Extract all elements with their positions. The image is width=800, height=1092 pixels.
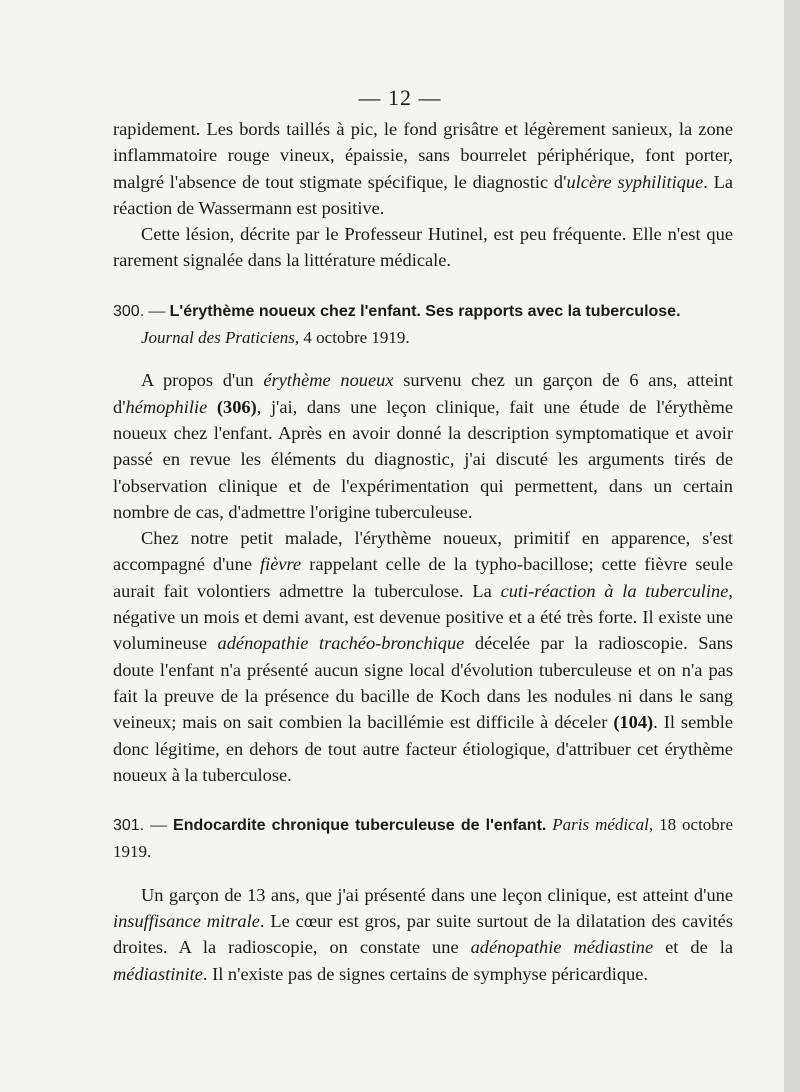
scan-edge: [784, 0, 800, 1092]
text-run: . Il n'existe pas de signes certains de symphyse péricardique.: [202, 963, 648, 984]
intro-paragraph-2: Cette lésion, décrite par le Professeur Hutinel, est peu fréquente. Elle n'est que rarement signalée dans la littérature médicale.: [113, 224, 733, 271]
entry-number: 300.: [113, 302, 145, 320]
italic-term: érythème noueux: [263, 370, 394, 391]
text-run: Un garçon de 13 ans, que j'ai présenté dans une leçon clinique, est atteint d'une: [141, 884, 733, 905]
publication-date: , 4 octobre 1919.: [294, 328, 410, 348]
text-run: décelée par la radioscopie. Sans doute l'enfant n'a présenté aucun signe local d'évolution tuberculeuse et on n'a pas fait la preuve de la présence du bacille de Koch dans les nodules ni dans le sang veineux; mais on sait combien la bacillémie est difficile à déceler: [113, 633, 733, 733]
publication-date: , 18 octobre 1919.: [113, 815, 734, 862]
text-run: rapidement. Les bords taillés à pic, le fond grisâtre et légèrement sanieux, la zone inflammatoire rouge vineux, épaissie, sans bourrelet périphérique, font porter, malgré l'absence de tout stigmate spécifique, le diagnostic d': [113, 119, 733, 192]
reference-number: (104): [613, 712, 654, 733]
text-run: , j'ai, dans une leçon clinique, fait une étude de l'érythème noueux chez l'enfant. Après en avoir donné la description symptomatique et avoir passé en revue les éléments du diagnostic, j'ai discuté les arguments tirés de l'observation clinique et de l'expérimentation qui permettent, dans un certain nombre de cas, d'admettre l'origine tuberculeuse.: [113, 396, 733, 522]
entry-title: L'érythème noueux chez l'enfant. Ses rapports avec la tuberculose.: [169, 302, 681, 320]
italic-term: médiastinite: [113, 963, 203, 984]
text-run: . Il semble donc légitime, en dehors de tout autre facteur étiologique, d'attribuer cet érythème noueux à la tuberculose.: [113, 712, 734, 785]
text-run: et de la: [653, 937, 733, 958]
journal-name: Journal des Praticiens: [141, 328, 295, 348]
italic-term: fièvre: [260, 554, 302, 575]
entry-dash: —: [144, 815, 174, 835]
entry-title: Endocardite chronique tuberculeuse de l'enfant.: [173, 817, 547, 835]
entry-300-paragraph-2: [113, 525, 733, 788]
page-content: [113, 116, 733, 987]
text-run: A propos d'un: [141, 370, 264, 391]
text-run: , négative un mois et demi avant, est devenue positive et a été très forte. Il existe une volumineuse: [113, 580, 733, 654]
italic-term: adénopathie médiastine: [470, 937, 654, 958]
entry-301-heading: [113, 812, 733, 866]
entry-300-paragraph-1: [113, 367, 733, 525]
entry-301-paragraph-1: [113, 882, 733, 987]
italic-term: cuti-réaction à la tuberculine: [500, 580, 729, 601]
entry-source: [113, 325, 733, 351]
italic-term: hémophilie: [125, 396, 208, 417]
text-run: rappelant celle de la typho-bacillose; cette fièvre seule aurait fait volontiers admettre la tuberculose. La: [113, 554, 733, 601]
text-run: . La réaction de Wassermann est positive.: [113, 171, 733, 218]
entry-300-heading: [113, 298, 733, 352]
entry-dash: —: [144, 300, 170, 320]
intro-paragraph-1: [113, 116, 733, 221]
page-number: — 12 —: [358, 85, 442, 110]
italic-term: insuffisance mitrale: [113, 911, 260, 932]
journal-name: Paris médical: [552, 815, 649, 835]
italic-term: ulcère syphilitique: [566, 171, 704, 192]
text-run: . Le cœur est gros, par suite surtout de la dilatation des cavités droites. A la radioscopie, on constate une: [113, 911, 733, 958]
entry-number: 301.: [113, 817, 145, 835]
text-run: survenu chez un garçon de 6 ans, atteint d': [113, 370, 733, 417]
italic-term: adénopathie trachéo-bronchique: [217, 633, 465, 654]
text-run: Chez notre petit malade, l'érythème noueux, primitif en apparence, s'est accompagné d'une: [113, 528, 733, 575]
reference-number: (306): [216, 396, 257, 417]
